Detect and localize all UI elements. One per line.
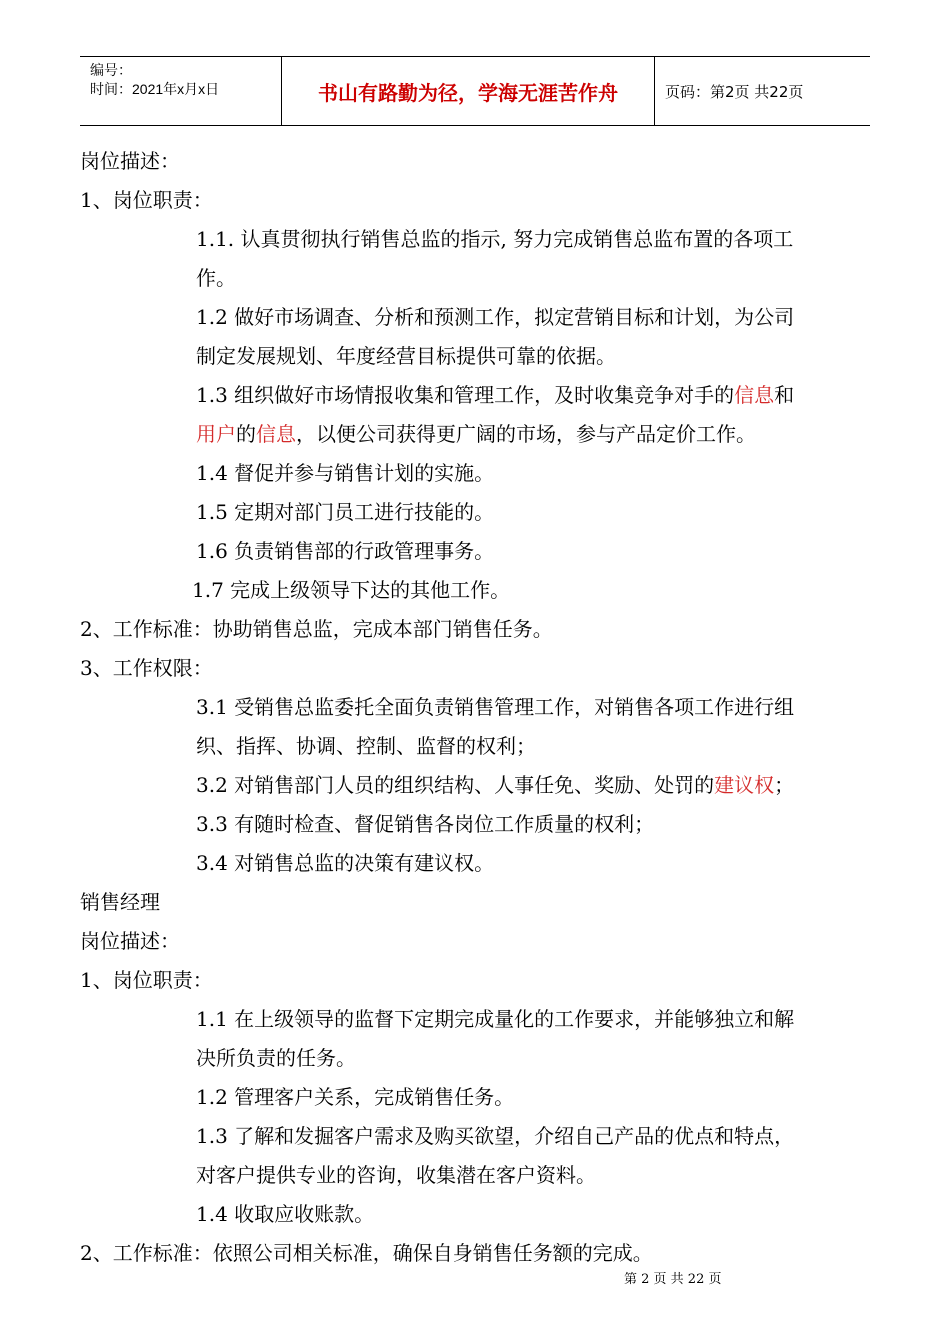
text-span: 1.7 完成上级领导下达的其他工作。 bbox=[192, 578, 511, 602]
text-span: 销售经理 bbox=[80, 890, 160, 914]
text-span: 决所负责的任务。 bbox=[196, 1046, 356, 1070]
text-line bbox=[80, 415, 870, 454]
text-line bbox=[80, 1078, 870, 1117]
text-line bbox=[80, 805, 870, 844]
text-span: 1、岗位职责： bbox=[80, 968, 213, 992]
text-span: 岗位描述： bbox=[80, 149, 180, 173]
text-span: 1.2 管理客户关系，完成销售任务。 bbox=[196, 1085, 515, 1109]
text-span: 的 bbox=[236, 422, 256, 446]
text-line bbox=[80, 142, 870, 181]
text-line bbox=[80, 259, 870, 298]
document-body bbox=[80, 142, 870, 1273]
text-span: 1.4 收取应收账款。 bbox=[196, 1202, 375, 1226]
text-line bbox=[80, 1000, 870, 1039]
text-span: 1.3 了解和发掘客户需求及购买欲望，介绍自己产品的优点和特点， bbox=[196, 1124, 795, 1148]
header-motto: 书山有路勤为径，学海无涯苦作舟 bbox=[282, 57, 655, 125]
text-span: 对客户提供专业的咨询，收集潜在客户资料。 bbox=[196, 1163, 596, 1187]
text-span: 1.4 督促并参与销售计划的实施。 bbox=[196, 461, 495, 485]
text-span: 1.6 负责销售部的行政管理事务。 bbox=[196, 539, 495, 563]
text-span: 1.1. 认真贯彻执行销售总监的指示, 努力完成销售总监布置的各项工 bbox=[196, 227, 794, 251]
page-header bbox=[80, 56, 870, 126]
text-span: 3.1 受销售总监委托全面负责销售管理工作，对销售各项工作进行组 bbox=[196, 695, 795, 719]
text-span: 岗位描述： bbox=[80, 929, 180, 953]
text-line bbox=[80, 844, 870, 883]
text-span: 1.3 组织做好市场情报收集和管理工作，及时收集竞争对手的 bbox=[196, 383, 735, 407]
text-line bbox=[80, 766, 870, 805]
text-span: 1.2 做好市场调查、分析和预测工作，拟定营销目标和计划，为公司 bbox=[196, 305, 795, 329]
highlighted-text: 建议权 bbox=[714, 773, 775, 797]
text-line bbox=[80, 532, 870, 571]
text-line bbox=[80, 922, 870, 961]
header-meta bbox=[80, 57, 282, 125]
highlighted-text: 信息 bbox=[734, 383, 775, 407]
text-line bbox=[80, 883, 870, 922]
text-line bbox=[80, 493, 870, 532]
text-line bbox=[80, 1234, 870, 1273]
text-line bbox=[80, 649, 870, 688]
doc-number-label: 编号： bbox=[90, 62, 132, 78]
text-line bbox=[80, 1195, 870, 1234]
text-span: 3、工作权限： bbox=[80, 656, 213, 680]
text-line bbox=[80, 298, 870, 337]
text-span: 1.5 定期对部门员工进行技能的。 bbox=[196, 500, 495, 524]
text-line bbox=[80, 220, 870, 259]
text-span: 3.3 有随时检查、督促销售各岗位工作质量的权利； bbox=[196, 812, 655, 836]
text-line bbox=[80, 610, 870, 649]
text-line bbox=[80, 961, 870, 1000]
text-line bbox=[80, 688, 870, 727]
text-line bbox=[80, 571, 870, 610]
text-span: 1、岗位职责： bbox=[80, 188, 213, 212]
text-line bbox=[80, 727, 870, 766]
highlighted-text: 用户 bbox=[196, 422, 236, 446]
text-line bbox=[80, 454, 870, 493]
text-span: 制定发展规划、年度经营目标提供可靠的依据。 bbox=[196, 344, 616, 368]
text-line bbox=[80, 376, 870, 415]
text-line bbox=[80, 1039, 870, 1078]
text-line bbox=[80, 181, 870, 220]
text-span: 2、工作标准：协助销售总监，完成本部门销售任务。 bbox=[80, 617, 553, 641]
text-span: 2、工作标准：依照公司相关标准，确保自身销售任务额的完成。 bbox=[80, 1241, 653, 1265]
text-line bbox=[80, 1117, 870, 1156]
text-span: ，以便公司获得更广阔的市场，参与产品定价工作。 bbox=[296, 422, 756, 446]
highlighted-text: 信息 bbox=[256, 422, 296, 446]
doc-time-label: 时间：2021年x月x日 bbox=[90, 81, 220, 97]
text-span: 和 bbox=[774, 383, 795, 407]
header-page-info: 页码：第2页 共22页 bbox=[665, 82, 804, 101]
text-span: 作。 bbox=[196, 266, 236, 290]
page-footer: 第 2 页 共 22 页 bbox=[624, 1272, 722, 1287]
text-span: 3.2 对销售部门人员的组织结构、人事任免、奖励、处罚的 bbox=[196, 773, 715, 797]
text-span: 3.4 对销售总监的决策有建议权。 bbox=[196, 851, 495, 875]
text-span: ； bbox=[774, 773, 795, 797]
text-span: 1.1 在上级领导的监督下定期完成量化的工作要求，并能够独立和解 bbox=[196, 1007, 795, 1031]
text-line bbox=[80, 337, 870, 376]
text-line bbox=[80, 1156, 870, 1195]
text-span: 织、指挥、协调、控制、监督的权利； bbox=[196, 734, 536, 758]
